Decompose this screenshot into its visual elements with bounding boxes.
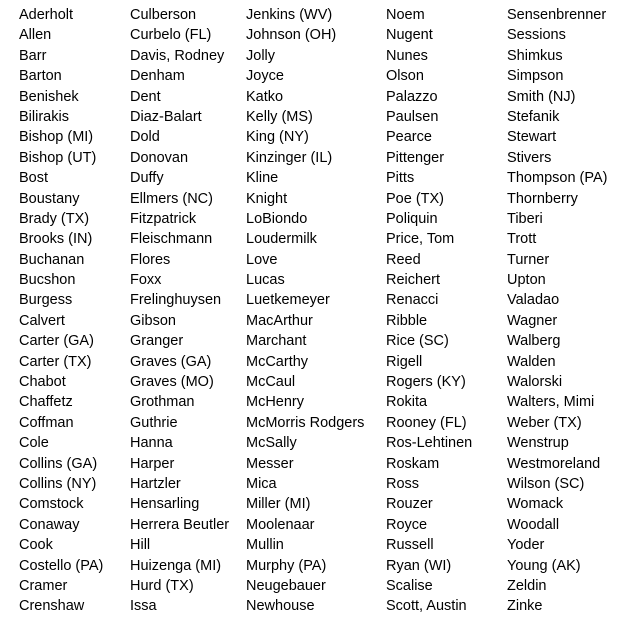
name-cell: Bishop (MI) (19, 129, 94, 146)
name-cell: Stefanik (507, 108, 560, 125)
name-cell: Stivers (507, 149, 552, 166)
name-cell: Graves (GA) (130, 353, 212, 370)
name-cell: Kelly (MS) (246, 108, 313, 125)
name-cell: Hartzler (130, 475, 181, 492)
name-cell: Donovan (130, 149, 189, 166)
name-cell: McMorris Rodgers (246, 414, 365, 431)
name-cell: Valadao (507, 292, 560, 309)
name-cell: Bilirakis (19, 108, 69, 125)
name-cell: Pittenger (386, 149, 445, 166)
name-cell: Loudermilk (246, 231, 317, 248)
name-cell: Walden (507, 353, 556, 370)
name-cell: Fleischmann (130, 231, 213, 248)
name-cell: Russell (386, 537, 434, 554)
name-cell: Ross (386, 475, 420, 492)
name-cell: Ribble (386, 312, 428, 329)
name-cell: Diaz-Balart (130, 108, 202, 125)
name-cell: Granger (130, 333, 184, 350)
name-cell: McCarthy (246, 353, 309, 370)
name-cell: Costello (PA) (19, 557, 104, 574)
name-cell: Price, Tom (386, 231, 455, 248)
name-cell: Crenshaw (19, 598, 85, 615)
name-cell: Comstock (19, 496, 84, 513)
name-cell: Cole (19, 435, 49, 452)
name-cell: Harper (130, 455, 175, 472)
name-cell: Bishop (UT) (19, 149, 97, 166)
name-cell: Issa (130, 598, 157, 615)
name-cell: Rogers (KY) (386, 374, 466, 391)
name-cell: Chaffetz (19, 394, 73, 411)
name-cell: Poliquin (386, 210, 438, 227)
name-cell: Gibson (130, 312, 176, 329)
name-column-4 (386, 5, 472, 617)
name-cell: MacArthur (246, 312, 313, 329)
name-cell: Dold (130, 129, 160, 146)
name-cell: Rice (SC) (386, 333, 449, 350)
name-cell: McSally (246, 435, 297, 452)
name-cell: Carter (GA) (19, 333, 94, 350)
name-cell: Wagner (507, 312, 558, 329)
name-cell: Womack (507, 496, 564, 513)
name-cell: Bost (19, 170, 49, 187)
name-cell: Noem (386, 7, 425, 23)
name-cell: Scott, Austin (386, 598, 467, 615)
name-cell: Miller (MI) (246, 496, 311, 513)
name-cell: Boustany (19, 190, 80, 207)
name-cell: Reichert (386, 272, 440, 289)
name-cell: Wilson (SC) (507, 475, 585, 492)
name-cell: Kline (246, 170, 279, 187)
name-cell: Moolenaar (246, 516, 315, 533)
name-cell: Conaway (19, 516, 80, 533)
name-column-1 (19, 5, 103, 617)
name-cell: Walorski (507, 374, 563, 391)
name-cell: McHenry (246, 394, 305, 411)
name-cell: King (NY) (246, 129, 309, 146)
name-column-3 (246, 5, 364, 617)
name-cell: Newhouse (246, 598, 315, 615)
name-cell: Barr (19, 47, 47, 64)
name-cell: Neugebauer (246, 577, 326, 594)
name-cell: Woodall (507, 516, 560, 533)
name-cell: Messer (246, 455, 294, 472)
name-cell: Hensarling (130, 496, 200, 513)
name-cell: Ros-Lehtinen (386, 435, 473, 452)
name-cell: Simpson (507, 68, 564, 85)
name-cell: Jolly (246, 47, 276, 64)
name-cell: Flores (130, 251, 171, 268)
name-cell: Nunes (386, 47, 428, 64)
name-cell: Murphy (PA) (246, 557, 327, 574)
name-cell: Turner (507, 251, 550, 268)
name-cell: Zeldin (507, 577, 547, 594)
name-cell: Mullin (246, 537, 284, 554)
name-cell: Royce (386, 516, 428, 533)
name-column-5 (507, 5, 607, 617)
name-cell: Benishek (19, 88, 79, 105)
name-cell: Pearce (386, 129, 432, 146)
name-cell: Katko (246, 88, 284, 105)
name-cell: Hill (130, 537, 151, 554)
name-cell: Frelinghuysen (130, 292, 222, 309)
name-cell: Graves (MO) (130, 374, 214, 391)
name-cell: Hanna (130, 435, 173, 452)
name-cell: Duffy (130, 170, 164, 187)
name-cell: Shimkus (507, 47, 563, 64)
name-cell: Luetkemeyer (246, 292, 330, 309)
name-cell: Buchanan (19, 251, 85, 268)
name-cell: Upton (507, 272, 546, 289)
name-column-2 (130, 5, 229, 617)
name-cell: Calvert (19, 312, 65, 329)
name-cell: Grothman (130, 394, 195, 411)
name-cell: McCaul (246, 374, 296, 391)
name-cell: Olson (386, 68, 424, 85)
name-cell: Rigell (386, 353, 423, 370)
name-cell: Zinke (507, 598, 543, 615)
name-cell: Guthrie (130, 414, 178, 431)
name-cell: Sessions (507, 27, 566, 44)
name-cell: Coffman (19, 414, 74, 431)
name-cell: Bucshon (19, 272, 76, 289)
name-cell: Stewart (507, 129, 557, 146)
name-cell: Chabot (19, 374, 66, 391)
name-cell: Fitzpatrick (130, 210, 197, 227)
name-cell: Paulsen (386, 108, 439, 125)
name-cell: Nugent (386, 27, 433, 44)
name-cell: Roskam (386, 455, 440, 472)
name-cell: Ryan (WI) (386, 557, 452, 574)
name-cell: Knight (246, 190, 288, 207)
name-cell: Reed (386, 251, 421, 268)
name-cell: Dent (130, 88, 161, 105)
name-cell: Johnson (OH) (246, 27, 337, 44)
name-cell: Collins (GA) (19, 455, 98, 472)
name-cell: Wenstrup (507, 435, 569, 452)
name-cell: Renacci (386, 292, 439, 309)
name-cell: Walberg (507, 333, 561, 350)
name-cell: Carter (TX) (19, 353, 92, 370)
name-cell: Cramer (19, 577, 68, 594)
name-cell: Lucas (246, 272, 285, 289)
name-cell: Barton (19, 68, 62, 85)
name-cell: Collins (NY) (19, 475, 97, 492)
name-cell: Aderholt (19, 7, 74, 23)
name-cell: Kinzinger (IL) (246, 149, 333, 166)
name-cell: Thornberry (507, 190, 578, 207)
name-cell: Thompson (PA) (507, 170, 608, 187)
name-cell: Brady (TX) (19, 210, 90, 227)
name-cell: Palazzo (386, 88, 438, 105)
name-cell: LoBiondo (246, 210, 308, 227)
name-cell: Love (246, 251, 278, 268)
name-cell: Poe (TX) (386, 190, 445, 207)
name-cell: Jenkins (WV) (246, 7, 333, 23)
name-cell: Smith (NJ) (507, 88, 576, 105)
name-cell: Mica (246, 475, 277, 492)
name-cell: Rokita (386, 394, 428, 411)
name-cell: Denham (130, 68, 185, 85)
name-cell: Trott (507, 231, 537, 248)
name-cell: Weber (TX) (507, 414, 582, 431)
name-cell: Walters, Mimi (507, 394, 595, 411)
name-list (0, 5, 630, 625)
name-cell: Hurd (TX) (130, 577, 194, 594)
name-cell: Foxx (130, 272, 162, 289)
name-cell: Westmoreland (507, 455, 601, 472)
name-cell: Pitts (386, 170, 415, 187)
name-cell: Brooks (IN) (19, 231, 93, 248)
name-cell: Young (AK) (507, 557, 581, 574)
name-cell: Allen (19, 27, 52, 44)
name-cell: Joyce (246, 68, 284, 85)
name-cell: Huizenga (MI) (130, 557, 222, 574)
name-cell: Davis, Rodney (130, 47, 225, 64)
name-cell: Yoder (507, 537, 545, 554)
name-cell: Rouzer (386, 496, 433, 513)
name-cell: Marchant (246, 333, 307, 350)
name-cell: Sensenbrenner (507, 7, 607, 23)
name-cell: Scalise (386, 577, 433, 594)
name-cell: Cook (19, 537, 53, 554)
name-cell: Curbelo (FL) (130, 27, 212, 44)
name-cell: Burgess (19, 292, 73, 309)
name-cell: Tiberi (507, 210, 543, 227)
name-cell: Herrera Beutler (130, 516, 230, 533)
name-cell: Culberson (130, 7, 197, 23)
name-cell: Rooney (FL) (386, 414, 467, 431)
name-cell: Ellmers (NC) (130, 190, 213, 207)
